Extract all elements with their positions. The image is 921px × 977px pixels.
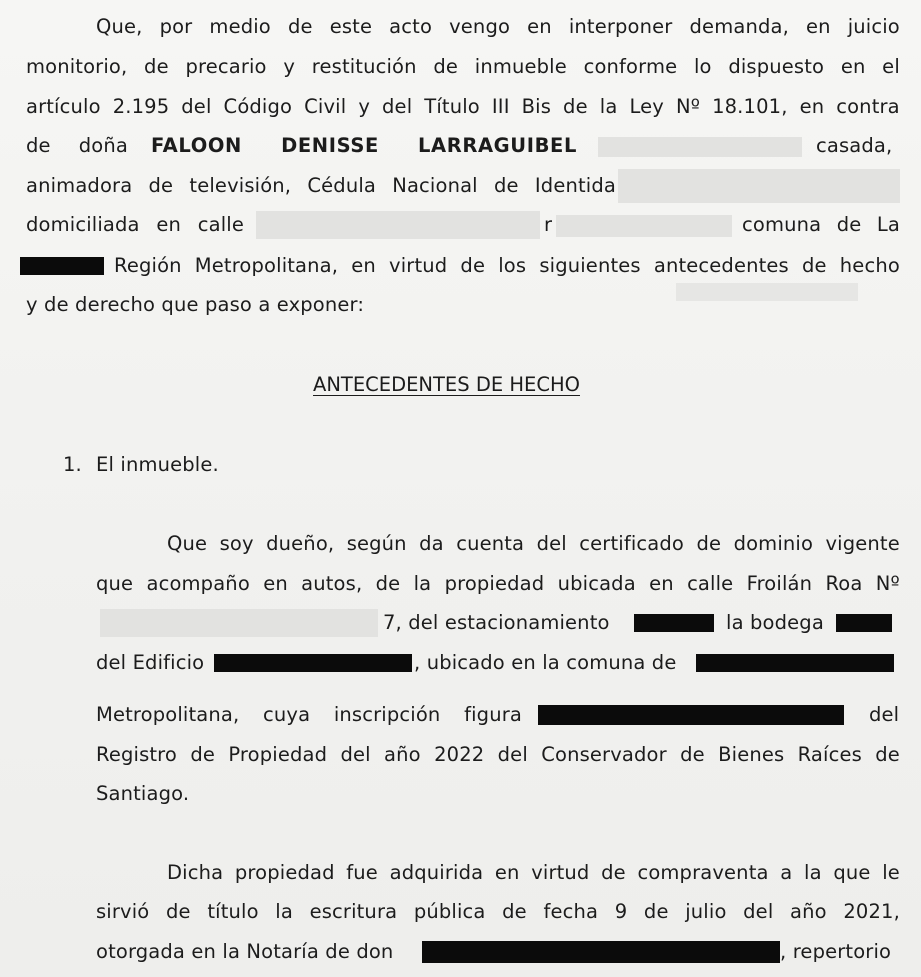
word: Froilán	[746, 572, 813, 595]
word: certificado	[579, 532, 684, 555]
redacted-commune-2	[696, 654, 894, 672]
para-1-line-1	[167, 532, 900, 556]
word: de	[801, 254, 827, 277]
word: fecha	[543, 900, 599, 923]
word: en	[649, 572, 674, 595]
word: de	[836, 213, 862, 236]
line-3-text-a: 7, del estacionamiento	[383, 611, 610, 634]
word: de	[563, 95, 588, 118]
word: de	[433, 55, 459, 78]
word: Nacional	[392, 174, 478, 197]
word: 18.101,	[712, 95, 788, 118]
word: 2022	[434, 743, 485, 766]
word: vengo	[449, 15, 511, 38]
word: animadora	[26, 174, 133, 197]
item-1-number: 1.	[63, 453, 82, 476]
word: domiciliada	[26, 213, 140, 236]
word: juicio	[847, 15, 900, 38]
word: Cédula	[307, 174, 376, 197]
word: título	[207, 900, 259, 923]
line-4-suffix: casada,	[816, 134, 893, 157]
word: de	[166, 900, 191, 923]
word: 2021,	[843, 900, 900, 923]
word: cuya	[263, 703, 311, 726]
word: propiedad	[444, 572, 545, 595]
word: virtud	[389, 254, 448, 277]
word: de	[190, 743, 216, 766]
word: ubicada	[557, 572, 636, 595]
word: fue	[346, 861, 378, 884]
word: en	[351, 254, 376, 277]
line-4-text-a: del Edificio	[96, 651, 205, 674]
word: dominio	[733, 532, 814, 555]
word: año	[790, 900, 827, 923]
word: medio	[209, 15, 271, 38]
word: de	[696, 532, 722, 555]
word: de	[375, 572, 401, 595]
redacted-address	[100, 609, 378, 637]
word: del	[181, 95, 212, 118]
word: de	[601, 861, 626, 884]
word: de	[144, 55, 169, 78]
word: Roa	[825, 572, 863, 595]
word: televisión,	[189, 174, 292, 197]
word: dispuesto	[728, 55, 825, 78]
word: este	[329, 15, 373, 38]
word: La	[876, 213, 900, 236]
word: calle	[197, 213, 244, 236]
line-4-prefix	[26, 134, 128, 158]
word: acompaño	[146, 572, 250, 595]
word: 9	[614, 900, 628, 923]
word: de	[680, 743, 705, 766]
word: la	[275, 900, 293, 923]
word: Metropolitana,	[96, 703, 240, 726]
word: LARRAGUIBEL	[418, 134, 577, 157]
word: en	[494, 861, 520, 884]
word: adquirida	[389, 861, 484, 884]
word: en	[156, 213, 181, 236]
word: en	[840, 55, 866, 78]
redacted-notary	[422, 941, 780, 963]
word: siguientes	[539, 254, 641, 277]
word: monitorio,	[26, 55, 128, 78]
word: Nº	[875, 572, 900, 595]
line-3-text-a: otorgada en la Notaría de don	[96, 940, 394, 963]
word: Metropolitana,	[194, 254, 339, 277]
word: año	[384, 743, 421, 766]
word: del	[382, 95, 413, 118]
word: la	[804, 861, 822, 884]
word: inscripción	[333, 703, 441, 726]
word: Civil	[304, 95, 347, 118]
para-1-line-7: Santiago.	[96, 782, 190, 805]
word: a	[780, 861, 793, 884]
line-5-text-a	[96, 703, 522, 727]
word: del	[340, 743, 371, 766]
item-1-title: El inmueble.	[96, 453, 219, 476]
redacted-parking	[634, 614, 714, 632]
para-2-line-2	[96, 900, 900, 924]
redacted-storage	[836, 614, 892, 632]
word: Propiedad	[228, 743, 328, 766]
word: hecho	[839, 254, 900, 277]
word: Registro	[96, 743, 177, 766]
word: precario	[185, 55, 267, 78]
line-5-text	[26, 174, 616, 198]
word: Código	[223, 95, 293, 118]
section-heading: ANTECEDENTES DE HECHO	[313, 373, 580, 396]
word: de	[148, 174, 174, 197]
word: le	[882, 861, 900, 884]
word: acto	[389, 15, 433, 38]
word: inmueble	[474, 55, 567, 78]
word: Región	[114, 254, 182, 277]
word: FALOON	[151, 134, 242, 157]
word: Título	[424, 95, 480, 118]
word: 2.195	[112, 95, 170, 118]
word: dueño,	[266, 532, 335, 555]
word: interponer	[568, 15, 673, 38]
word: comuna	[742, 213, 822, 236]
word: autos,	[301, 572, 363, 595]
para-1-line-2	[96, 572, 900, 596]
redacted-field	[598, 137, 802, 157]
word: en	[527, 15, 552, 38]
word: Que	[167, 532, 208, 555]
word: que	[833, 861, 871, 884]
word: del	[497, 743, 528, 766]
word: sirvió	[96, 900, 150, 923]
word: III	[491, 95, 510, 118]
defendant-name	[151, 134, 577, 158]
word: propiedad	[234, 861, 335, 884]
intro-line-8: y de derecho que paso a exponer:	[26, 293, 365, 316]
word: restitución	[311, 55, 417, 78]
line-4-text-b: , ubicado en la comuna de	[414, 651, 677, 674]
word: de	[643, 900, 669, 923]
word: doña	[78, 134, 128, 157]
word: contra	[836, 95, 900, 118]
word: en	[806, 15, 831, 38]
redacted-building	[214, 654, 412, 672]
line-6-fragment: r	[544, 213, 553, 236]
word: Dicha	[167, 861, 224, 884]
word: Nº	[675, 95, 701, 118]
word: figura	[464, 703, 522, 726]
word: de	[460, 254, 486, 277]
word: los	[498, 254, 527, 277]
word: DENISSE	[281, 134, 379, 157]
word: la	[599, 95, 618, 118]
line-3-text-b: la bodega	[726, 611, 824, 634]
word: compraventa	[637, 861, 769, 884]
word: en	[263, 572, 288, 595]
word: de	[26, 134, 51, 157]
redaction-smudge	[676, 283, 858, 301]
word: y	[283, 55, 296, 78]
word: Bis	[521, 95, 552, 118]
line-6-prefix	[26, 213, 244, 237]
line-7-text	[114, 254, 900, 278]
word: demanda,	[689, 15, 789, 38]
word: soy	[219, 532, 254, 555]
intro-line-1	[96, 15, 900, 39]
word: da	[419, 532, 444, 555]
word: de	[493, 174, 519, 197]
word: y	[358, 95, 371, 118]
word: de	[875, 743, 900, 766]
word: artículo	[26, 95, 101, 118]
intro-line-3	[26, 95, 900, 119]
line-6-suffix	[742, 213, 900, 237]
word: Que,	[96, 15, 143, 38]
word: en	[799, 95, 825, 118]
line-3-text-b: , repertorio	[780, 940, 892, 963]
para-1-line-6	[96, 743, 900, 767]
redacted-number	[556, 215, 732, 237]
word: Bienes	[718, 743, 785, 766]
word: Raíces	[797, 743, 862, 766]
word: cuenta	[456, 532, 525, 555]
word: escritura	[309, 900, 398, 923]
word: virtud	[531, 861, 590, 884]
word: Identida	[534, 174, 616, 197]
word: según	[346, 532, 407, 555]
word: julio	[685, 900, 727, 923]
word: calle	[687, 572, 734, 595]
word: de	[502, 900, 527, 923]
para-2-line-1	[167, 861, 900, 885]
word: Conservador	[541, 743, 667, 766]
word: el	[882, 55, 900, 78]
word: del	[743, 900, 774, 923]
redacted-inscription	[538, 705, 844, 725]
word: pública	[413, 900, 486, 923]
word: de	[287, 15, 313, 38]
line-5-text-b: del	[869, 703, 900, 726]
word: conforme	[583, 55, 678, 78]
word: del	[536, 532, 567, 555]
word: que	[96, 572, 134, 595]
redacted-commune	[20, 257, 104, 275]
redacted-street	[256, 211, 540, 239]
redacted-id	[618, 169, 900, 203]
word: Ley	[629, 95, 664, 118]
word: lo	[693, 55, 712, 78]
word: antecedentes	[653, 254, 789, 277]
word: la	[413, 572, 432, 595]
word: por	[159, 15, 193, 38]
word: vigente	[825, 532, 900, 555]
intro-line-2	[26, 55, 900, 79]
